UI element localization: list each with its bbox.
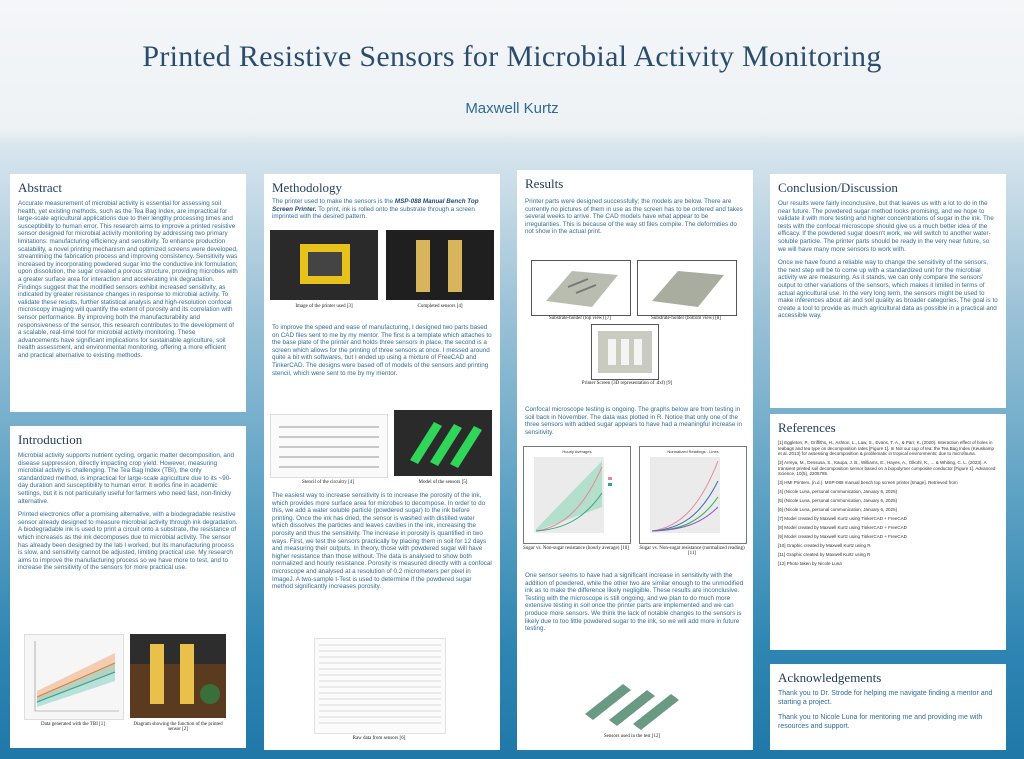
raw-data-caption: Raw data from sensors [6] (352, 736, 406, 741)
completed-sensors-photo (386, 230, 494, 300)
reference-item: [4] (Nicole Luna, personal communication, January 6, 2025) (778, 489, 898, 495)
methodology-intro-cont: To print, ink is rolled onto the substrate through a screen imprinted with the desired pattern. (272, 205, 475, 221)
introduction-panel (10, 426, 246, 748)
poster-author: Maxwell Kurtz (465, 100, 559, 117)
conclusion-panel (770, 174, 1006, 408)
bottom-view-caption: Substrate-holder (bottom view) [8] (651, 316, 721, 321)
poster-title: Printed Resistive Sensors for Microbial Activity Monitoring (142, 40, 882, 73)
normalized-chart-title: Normalized Readings - Lines (667, 449, 719, 454)
hourly-chart-caption: Sugar vs. Non-sugar resistance (hourly average) [10] (523, 546, 629, 551)
reference-item: [8] Model created by Maxwell Kurtz using TinkerCAD + FreeCAD (778, 525, 907, 531)
test-sensors-photo (579, 678, 687, 730)
substrate-holder-bottom-view (637, 260, 737, 316)
references-heading: References (778, 420, 836, 435)
sensor-model-caption: Model of the sensors [5] (418, 480, 468, 485)
sensor-model-image (394, 410, 492, 476)
stencil-caption: Stencil of the circuitry [4] (302, 480, 354, 485)
introduction-paragraph-2: Printed electronics offer a promising alternative, with a biodegradable resistive sensor already designed to measure microbial activity through ink degradation. A biodegradable ink is used to print a circuit onto a substrate, the resistance of which increases as the ink decomposes due to microbial activity. The sensor has already been designed by the lab I worked, but its manufacturing process is slow, and sensitivity cannot be adjusted, limiting practical use. My research aims to improve the manufacturing process so we have more to test, and to increase the sensitivity of the sensors for more practical use. (18, 511, 238, 572)
reference-item: [11] Graphic created by Maxwell Kurtz using R (778, 552, 871, 558)
methodology-paragraph-3: The easiest way to increase sensitivity is to increase the porosity of the ink, which provides more surface area for microbes to decompose. In order to do this, we add a water soluble particle (powdered sugar) to the ink before printing. Once the ink has dried, the sensor is washed with distilled water which dissolves the particles and leaves cavities in the ink, increasing the porosity and thus the sensitivity. The increase in porosity is quantified in two ways. First, we test the sensors practically by placing them in soil for 12 days and measuring their outputs. In theory, those with powdered sugar will have higher resistance than those without. The data is analysed to show both normalized and hourly resistance. Porosity is measured directly with a confocal microscope and analysed at a resolution of 0.2 micrometers per pixel in ImageJ. A two-sample t-Test is used to determine if the powdered sugar method significantly increases porosity. (272, 492, 492, 591)
tbi-plot-caption: Data generated with the TBI [1] (41, 722, 105, 727)
reference-item: [7] Model created by Maxwell Kurtz using TinkerCAD + FreeCAD (778, 516, 907, 522)
introduction-heading: Introduction (18, 432, 83, 447)
abstract-panel (10, 174, 246, 412)
conclusion-heading: Conclusion/Discussion (778, 180, 898, 195)
methodology-intro: The printer used to make the sensors is the (272, 198, 395, 205)
acknowledgement-2: Thank you to Nicole Luna for mentoring me and providing me with resources and support. (778, 714, 983, 730)
top-view-caption: Substrate-holder (top view) [7] (548, 316, 612, 321)
reference-item: [1] Eggleton, P., Griffiths, H., Ashton, L., Law, S., Evans, T. A., & Parr, K. (2020). Interaction effect of holes in teabags and tea type on decomposition rates [Figure 1]. In Not our cup of tea: the Tea Bag Index (Keuskamp et al. 2013) for assessing decomposition & problematic in tropical environments; due to microfauna. (778, 440, 995, 457)
reference-item: [2] Arreya, M., Dessusa, S., Kaupa, J. B., Williams, E., Hayes, A., Olkohl, K., ... & Whiting, C. L. (2023). A transient printed soil decomposition sensor based on a biopolymer composite conductor [Figure 1]. Advanced Science, 10(5), 2205785. (778, 460, 996, 477)
completed-sensors-caption: Completed sensors [4] (417, 304, 463, 309)
printer-screen-model (591, 324, 659, 380)
abstract-heading: Abstract (18, 180, 63, 195)
reference-item: [9] Model created by Maxwell Kurtz using TinkerCAD + FreeCAD (778, 534, 907, 540)
hourly-average-chart (523, 446, 631, 544)
methodology-paragraph-2: To improve the speed and ease of manufacturing, I designed two parts based on CAD files sent to me by my mentor. The first is a template which attaches to the base plate of the printer and holds three sensors in place, the second is a screen which allows for the printing of three sensors at once. I messed around quite a bit with softwares, but I ended up using a mixture of FreeCAD and TinkerCAD. The designs were based off of models of the sensors and printing stencil, which were sent to me by my mentor. (272, 324, 492, 377)
conclusion-paragraph-1: Our results were fairly inconclusive, but that leaves us with a lot to do in the near future. The powdered sugar method looks promising, and we hope to validate it with more testing and higher concentrations of sugar in the ink. The tests with the confocal microscope should give us a much better idea of the efficacy. If the powdered sugar doesn't work, we will switch to another water-soluble particle. The printer parts should be ready in the very near future, so we will have many more sensors to work with. (778, 200, 994, 253)
tbi-data-plot (24, 634, 124, 720)
results-paragraph-2: Confocal microscope testing is ongoing. The graphs below are from testing in soil back in November. The data was plotted in R. Notice that only one of the three sensors with added sugar appears to have had a meaningful increase in sensitivity. (525, 406, 743, 436)
reference-item: [5] (Nicole Luna, personal communication, January 6, 2025) (778, 498, 898, 504)
results-heading: Results (525, 176, 564, 191)
raw-data-table-image (314, 638, 446, 734)
acknowledgements-panel (770, 664, 1006, 750)
methodology-heading: Methodology (272, 180, 343, 195)
normalized-chart-caption: Sugar vs. Non-sugar resistance (normalized reading) [11] (639, 546, 745, 556)
conclusion-paragraph-2: Once we have found a reliable way to change the sensitivity of the sensors, the next step will be to come up with a standardized unit for the microbial activity we are measuring. As it stands, we can only compare the sensors' output to other variations of the sensors, which makes it limited in terms of actual agricultural use. In the very long term, the sensors might be used to make inferences about air and soil quality as broader categories. The goal is to create a tool to provide as much agricultural data as possible in a practical and accessible way. (778, 259, 998, 320)
reference-item: [3] HMI Printers. (n.d.). MSP-088 manual bench top screen printer [Image]. Retrieved from (778, 480, 958, 486)
printer-model-name: MSP-088 Manual Bench Top Screen Printer. (272, 198, 479, 213)
reference-item: [6] (Nicole Luna, personal communication, January 6, 2025) (778, 507, 898, 513)
sensor-diagram (130, 634, 226, 718)
results-panel (517, 170, 753, 750)
printer-screen-caption: Printer Screen (3D representation of .dxf) [9] (581, 381, 673, 386)
normalized-reading-chart (639, 446, 747, 544)
methodology-panel (264, 174, 500, 750)
circuit-stencil-image (270, 414, 388, 478)
results-paragraph-3: One sensor seems to have had a significant increase in sensitivity with the addition of powdered, while the other two are similar enough to the unmodified ink as to make the difference likely negligible. These results are inconclusive. Testing with the microscope is still ongoing, and we plan to do much more extensive testing in soil once the printer parts are implemented and we can produce more sensors. We think the lack of notable changes to the sensors is likely due to too little powdered sugar to the ink, so we will add more in future testing. (525, 572, 744, 633)
references-panel (770, 414, 1006, 650)
reference-item: [10] Graphic created by Maxwell Kurtz using R (778, 543, 871, 549)
abstract-text: Accurate measurement of microbial activity is essential for assessing soil health, yet existing methods, such as the Tea Bag Index, are impractical for large-scale agricultural applications due to their lengthy processing times and susceptibility to human error. This research aims to improve a printed resistive sensor designed for microbial activity monitoring by addressing two primary limitations: manufacturing efficiency and sensitivity. To enhance production scalability, a novel printing mechanism and optimized screens were developed, streamlining the fabrication process and improving consistency. Sensitivity was increased by incorporating powdered sugar into the conductive ink formulation; upon dissolution, the sugar created a porous structure, providing microbes with a greater surface area for interaction and accelerating ink degradation. Findings suggest that the modified sensors exhibit increased sensitivity, as indicated by greater resistance changes in response to microbial activity. To validate these results, further statistical analysis and high-resolution confocal microscopy imaging will quantify the extent of porosity and its correlation with sensor performance. By improving both the manufacturability and responsiveness of the sensor, this research contributes to the development of a scalable, real-time tool for microbial activity monitoring. These advancements have significant implications for sustainable agriculture, soil health assessment, and environmental monitoring, offering a more efficient and practical alternative to existing methods. (18, 200, 238, 359)
printer-photo-caption: Image of the printer used [3] (295, 304, 353, 309)
test-sensors-caption: Sensors used in the test [12] (603, 734, 661, 739)
sensor-diagram-caption: Diagram showing the function of the printed sensor [2] (133, 722, 223, 732)
results-paragraph-1: Printer parts were designed successfully; the models are below. There are currently no pictures of them in use as the screen has to be ordered and takes several weeks to arrive. The CAD models have what appear to be irregularities. This is because of the way stl files compile. The deformities do not show in the actual print. (525, 198, 743, 236)
acknowledgement-1: Thank you to Dr. Strode for helping me navigate finding a mentor and starting a project. (778, 690, 993, 706)
printer-photo (270, 230, 378, 300)
reference-item: [12] Photo taken by Nicole Luna (778, 561, 842, 567)
introduction-paragraph-1: Microbial activity supports nutrient cycling, organic matter decomposition, and disease suppression, directly impacting crop yield. However, measuring microbial activity is challenging. The Tea Bag Index (TBI), the only standardized method, is impractical for large-scale agriculture due to its ~90-day duration and susceptibility to human error. It works fine in academic settings, but it is not particularly useful for farmers who need fast, non-finicky alternative. (18, 452, 234, 505)
hourly-chart-title: Hourly Averages (562, 449, 592, 454)
substrate-holder-top-view (531, 260, 631, 316)
acknowledgements-heading: Acknowledgements (778, 670, 882, 685)
